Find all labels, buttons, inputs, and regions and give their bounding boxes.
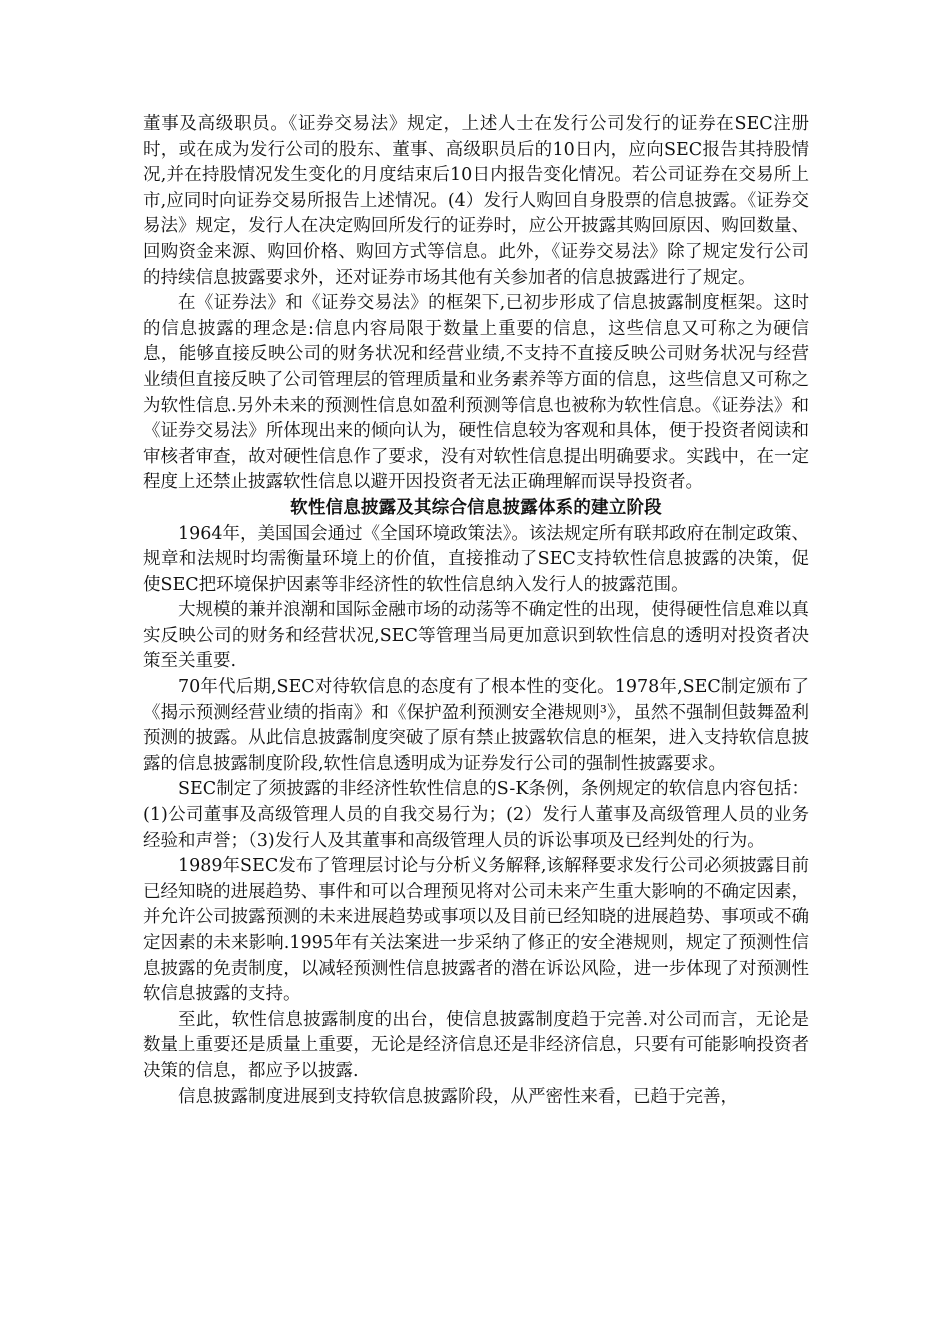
paragraph-sk-regulation: SEC制定了须披露的非经济性软性信息的S-K条例，条例规定的软信息内容包括：(1)公司董事及高级管理人员的自我交易行为；(2）发行人董事及高级管理人员的业务经验和声誉；（3)发行人及其董事和高级管理人员的诉讼事项及已经判处的行为。	[143, 779, 809, 851]
paragraph-mergers: 大规模的兼并浪潮和国际金融市场的动荡等不确定性的出现，使得硬性信息难以真实反映公司的财务和经营状况,SEC等管理当局更加意识到软性信息的透明对投资者决策至关重要.	[143, 600, 809, 672]
paragraph-conclusion: 至此，软性信息披露制度的出台，使信息披露制度趋于完善.对公司而言，无论是数量上重要还是质量上重要，无论是经济信息还是非经济信息，只要有可能影响投资者决策的信息，都应予以披露.	[143, 1009, 809, 1081]
paragraph-final: 信息披露制度进展到支持软信息披露阶段，从严密性来看，已趋于完善，	[178, 1086, 738, 1107]
paragraph-framework: 在《证券法》和《证券交易法》的框架下,已初步形成了信息披露制度框架。这时的信息披露的理念是:信息内容局限于数量上重要的信息，这些信息又可称之为硬信息，能够直接反映公司的财务状况和经营业绩,不支持不直接反映公司财务状况与经营业绩但直接反映了公司管理层的管理质量和业务素养等方面的信息，这些信息又可称之为软性信息.另外未来的预测性信息如盈利预测等信息也被称为软性信息。《证券法》和《证券交易法》所体现出来的倾向认为，硬性信息较为客观和具体，便于投资者阅读和审核者审查，故对硬性信息作了要求，没有对软性信息提出明确要求。实践中，在一定程度上还禁止披露软性信息以避开因投资者无法正确理解而误导投资者。	[143, 293, 809, 493]
paragraph-1970s: 70年代后期,SEC对待软信息的态度有了根本性的变化。1978年,SEC制定颁布了《揭示预测经营业绩的指南》和《保护盈利预测安全港规则³》，虽然不强制但鼓舞盈利预测的披露。从此信息披露制度突破了原有禁止披露软信息的框架，进入支持软信息披露的信息披露制度阶段,软性信息透明成为证券发行公司的强制性披露要求。	[143, 677, 809, 774]
paragraph-1989: 1989年SEC发布了管理层讨论与分析义务解释,该解释要求发行公司必须披露目前已经知晓的进展趋势、事件和可以合理预见将对公司未来产生重大影响的不确定因素，并允许公司披露预测的未来进展趋势或事项以及目前已经知晓的进展趋势、事项或不确定因素的未来影响.1995年有关法案进一步采纳了修正的安全港规则，规定了预测性信息披露的免责制度，以减轻预测性信息披露者的潜在诉讼风险，进一步体现了对预测性软信息披露的支持。	[143, 856, 809, 1005]
document-page	[143, 112, 809, 1110]
section-heading: 软性信息披露及其综合信息披露体系的建立阶段	[290, 497, 662, 518]
paragraph-continued: 董事及高级职员。《证券交易法》规定，上述人士在发行公司发行的证券在SEC注册时，或在成为发行公司的股东、董事、高级职员后的10日内，应向SEC报告其持股情况,并在持股情况发生变化的月度结束后10日内报告变化情况。若公司证券在交易所上市,应同时向证券交易所报告上述情况。(4）发行人购回自身股票的信息披露。《证券交易法》规定，发行人在决定购回所发行的证券时，应公开披露其购回原因、购回数量、回购资金来源、购回价格、购回方式等信息。此外，《证券交易法》除了规定发行公司的持续信息披露要求外，还对证券市场其他有关参加者的信息披露进行了规定。	[143, 114, 809, 288]
paragraph-1964: 1964年，美国国会通过《全国环境政策法》。该法规定所有联邦政府在制定政策、规章和法规时均需衡量环境上的价值，直接推动了SEC支持软性信息披露的决策，促使SEC把环境保护因素等非经济性的软性信息纳入发行人的披露范围。	[143, 523, 809, 595]
